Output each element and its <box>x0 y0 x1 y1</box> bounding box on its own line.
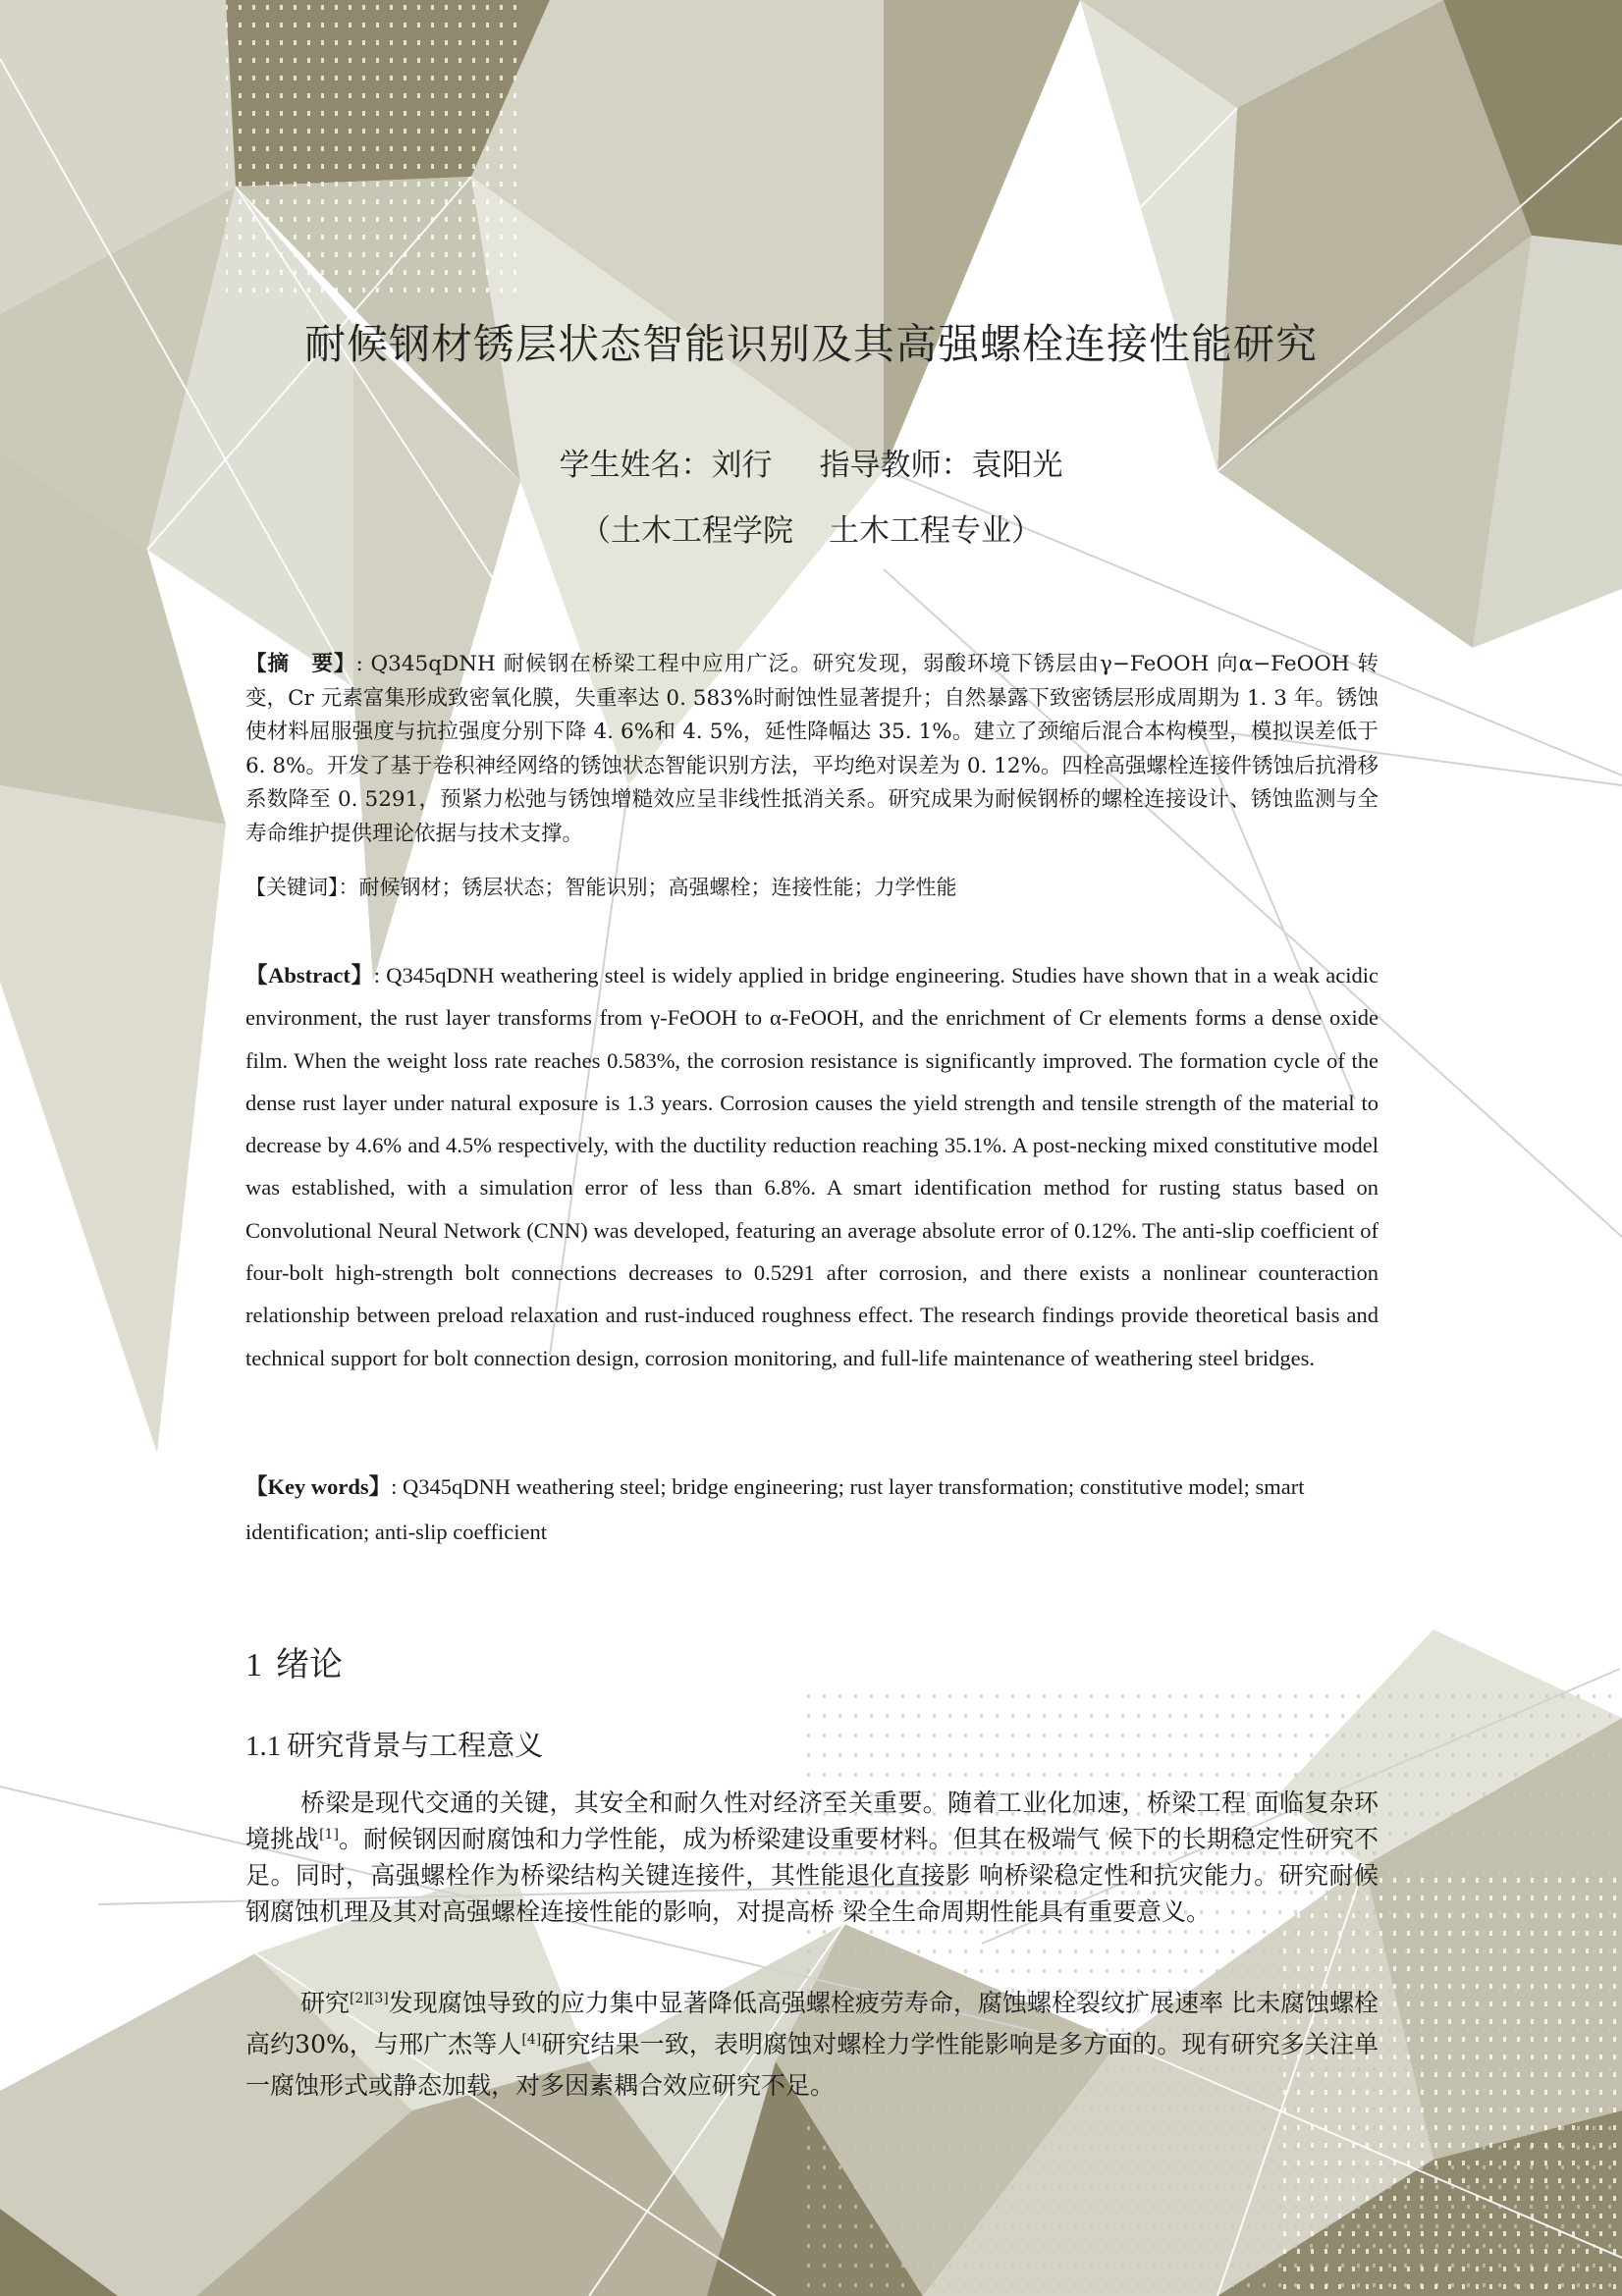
paragraph-text: 研究结果一致，表明腐蚀对螺栓力学性能影响是多方面的。现有研究多关注单一腐蚀形式或静态加载，对多因素耦合效应研究不足。 <box>245 2030 1379 2100</box>
english-abstract <box>245 954 1379 1379</box>
body-paragraph <box>245 1785 1379 1930</box>
citation[interactable]: [1] <box>319 1827 339 1842</box>
english-keywords-text: : Q345qDNH weathering steel; bridge engineering; rust layer transformation; constitutive model; smart identification; anti-slip coefficient <box>245 1474 1305 1544</box>
paragraph-text: 研究 <box>300 1989 351 2017</box>
chinese-keywords <box>245 872 1379 901</box>
body-paragraph <box>245 1983 1379 2107</box>
chinese-keywords-label: 【关键词】 <box>245 876 339 899</box>
english-keywords <box>245 1465 1379 1555</box>
major: 土木工程专业 <box>829 513 1011 549</box>
paragraph-text: 发现腐蚀导致的应力集中显著降低高强螺栓疲劳寿命，腐蚀螺栓裂纹扩展速率 比未腐蚀螺栓高约30%，与邢广杰等人 <box>245 1989 1379 2058</box>
section-title: 绪论 <box>276 1645 343 1684</box>
student-name: 刘行 <box>711 448 773 483</box>
subsection-number: 1.1 <box>245 1731 282 1762</box>
chinese-abstract <box>245 648 1379 851</box>
section-number: 1 <box>245 1647 262 1683</box>
subsection-heading <box>245 1724 543 1764</box>
page-title: 耐候钢材锈层状态智能识别及其高强螺栓连接性能研究 <box>303 320 1318 368</box>
citation[interactable]: [4] <box>521 2032 542 2048</box>
chinese-keywords-text: ：耐候钢材；锈层状态；智能识别；高强螺栓；连接性能；力学性能 <box>338 876 957 899</box>
student-label: 学生姓名： <box>559 448 712 483</box>
affiliation-line <box>0 506 1622 550</box>
paragraph-text: 。耐候钢因耐腐蚀和力学性能，成为桥梁建设重要材料。但其在极端气 候下的长期稳定性研究不足。同时，高强螺栓作为桥梁结构关键连接件，其性能退化直接影 响桥梁稳定性和抗灾能力。研究耐候钢腐蚀机理及其对高强螺栓连接性能的影响，对提高桥 梁全生命周期性能具有重要意义。 <box>245 1825 1379 1926</box>
advisor-label: 指导教师： <box>819 448 972 483</box>
english-abstract-label: 【Abstract】 <box>245 963 374 988</box>
chinese-abstract-label: 【摘 要】 <box>245 652 356 676</box>
section-heading <box>245 1637 343 1685</box>
college: 土木工程学院 <box>611 513 793 549</box>
paragraph-text: 桥梁是现代交通的关键，其安全和耐久性对经济至关重要。随着工业化加速，桥梁工程 面临复杂环境挑战 <box>245 1789 1379 1853</box>
open-paren: （ <box>580 513 611 549</box>
subsection-title: 研究背景与工程意义 <box>287 1729 544 1762</box>
chinese-abstract-text: : Q345qDNH 耐候钢在桥梁工程中应用广泛。研究发现，弱酸环境下锈层由γ−FeOOH 向α−FeOOH 转变，Cr 元素富集形成致密氧化膜，失重率达 0. 583%时耐蚀性显著提升；自然暴露下致密锈层形成周期为 1. 3 年。锈蚀使材料屈服强度与抗拉强度分别下降 4. 6%和 4. 5%，延性降幅达 35. 1%。建立了颈缩后混合本构模型，模拟误差低于 6. 8%。开发了基于卷积神经网络的锈蚀状态智能识别方法，平均绝对误差为 0. 12%。四栓高强螺栓连接件锈蚀后抗滑移系数降至 0. 5291，预紧力松弛与锈蚀增糙效应呈非线性抵消关系。研究成果为耐候钢桥的螺栓连接设计、锈蚀监测与全寿命维护提供理论依据与技术支撑。 <box>245 652 1379 846</box>
citation[interactable]: [2][3] <box>350 1991 389 2006</box>
english-abstract-text: : Q345qDNH weathering steel is widely applied in bridge engineering. Studies have shown that in a weak acidic environment, the rust layer transforms from γ-FeOOH to α-FeOOH, and the enrichment of Cr elements forms a dense oxide film. When the weight loss rate reaches 0.583%, the corrosion resistance is significantly improved. The formation cycle of the dense rust layer under natural exposure is 1.3 years. Corrosion causes the yield strength and tensile strength of the material to decrease by 4.6% and 4.5% respectively, with the ductility reduction reaching 35.1%. A post-necking mixed constitutive model was established, with a simulation error of less than 6.8%. A smart identification method for rusting status based on Convolutional Neural Network (CNN) was developed, featuring an average absolute error of 0.12%. The anti-slip coefficient of four-bolt high-strength bolt connections decreases to 0.5291 after corrosion, and there exists a nonlinear counteraction relationship between preload relaxation and rust-induced roughness effect. The research findings provide theoretical basis and technical support for bolt connection design, corrosion monitoring, and full-life maintenance of weathering steel bridges. <box>245 963 1379 1370</box>
author-line <box>0 440 1622 484</box>
advisor-name: 袁阳光 <box>971 448 1063 483</box>
english-keywords-label: 【Key words】 <box>245 1474 392 1499</box>
close-paren: ） <box>1011 513 1042 549</box>
